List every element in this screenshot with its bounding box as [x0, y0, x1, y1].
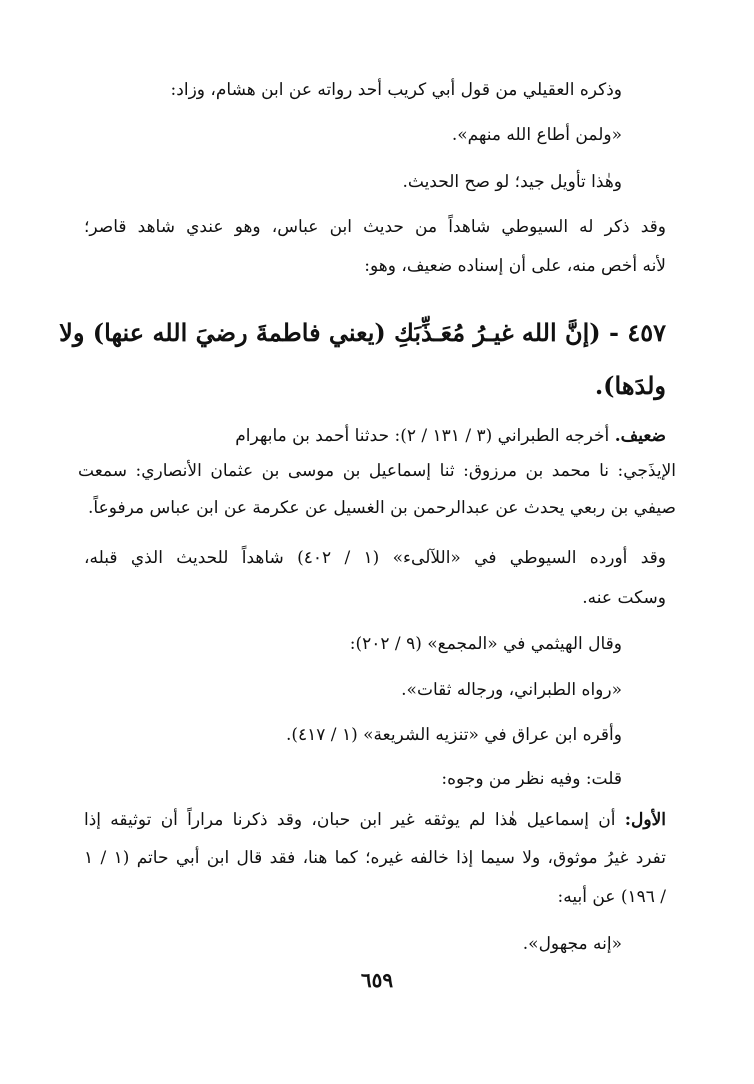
suyuti-line-1: وقد أورده السيوطي في «اللآلىء» (١ / ٤٠٢) شاهداً للحديث الذي قبله،: [84, 548, 666, 568]
grading-source: أخرجه الطبراني (٣ / ١٣١ / ٢): حدثنا أحمد بن مابهرام: [235, 426, 610, 446]
critique-first-line: [84, 805, 666, 835]
hadith-heading-continued: ولدَها).: [594, 371, 666, 400]
critique-line-4: / ١٩٦) عن أبيه:: [557, 887, 666, 907]
grading-line-1: [84, 421, 666, 451]
intro-line-3: وهٰذا تأويل جيد؛ لو صح الحديث.: [402, 172, 622, 192]
intro-quote: «ولمن أطاع الله منهم».: [451, 125, 622, 145]
critique-first-label: الأول:: [624, 810, 666, 830]
intro-line-1: وذكره العقيلي من قول أبي كريب أحد رواته عن ابن هشام، وزاد:: [170, 80, 622, 100]
suyuti-line-2: وسكت عنه.: [582, 588, 666, 608]
grading-verdict: ضعيف.: [614, 426, 666, 446]
iraq-line: وأقره ابن عراق في «تنزيه الشريعة» (١ / ٤١٧).: [285, 725, 622, 745]
hadith-heading: ٤٥٧ - (إنَّ الله غيـرُ مُعَـذِّبَكِ (يعني فاطمةَ رضيَ الله عنها) ولا: [59, 318, 666, 347]
haythami-line-1: وقال الهيثمي في «المجمع» (٩ / ٢٠٢):: [349, 634, 622, 654]
grading-line-3: صيفي بن ربعي يحدث عن عبدالرحمن بن الغسيل عن عكرمة عن ابن عباس مرفوعاً.: [87, 498, 676, 518]
intro-line-5: لأنه أخص منه، على أن إسناده ضعيف، وهو:: [364, 256, 666, 276]
critique-quote: «إنه مجهول».: [522, 934, 622, 954]
critique-line-3: تفرد غيرُ موثوق، ولا سيما إذا خالفه غيره؛ كما هنا، فقد قال ابن أبي حاتم (١ / ١: [84, 848, 666, 868]
haythami-quote: «رواه الطبراني، ورجاله ثقات».: [401, 680, 622, 700]
critique-first-text: أن إسماعيل هٰذا لم يوثقه غير ابن حبان، وقد ذكرنا مراراً أن توثيقه إذا: [84, 810, 616, 830]
page-number: ٦٥٩: [360, 968, 394, 992]
intro-line-4: وقد ذكر له السيوطي شاهداً من حديث ابن عباس، وهو عندي شاهد قاصر؛: [84, 217, 666, 237]
grading-line-2: الإيذَجي: نا محمد بن مرزوق: ثنا إسماعيل بن موسى بن عثمان الأنصاري: سمعت: [78, 461, 676, 481]
critique-intro: قلت: وفيه نظر من وجوه:: [441, 769, 622, 789]
